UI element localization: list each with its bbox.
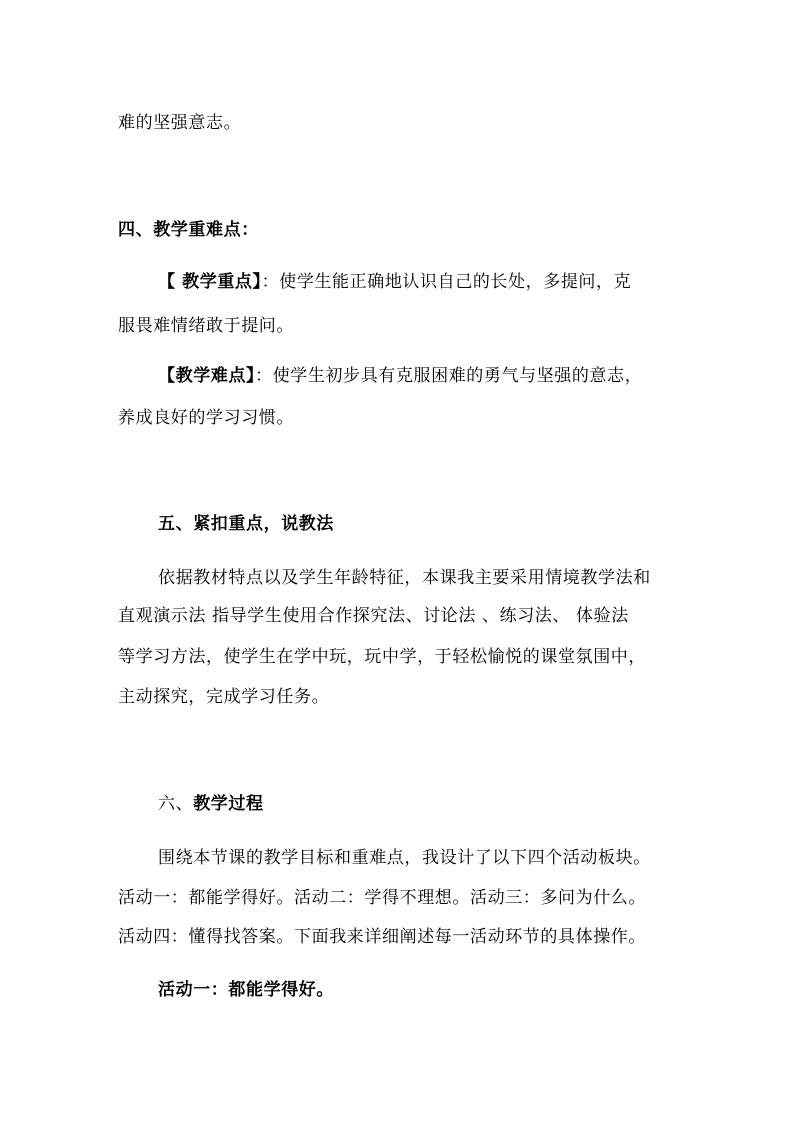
section6-para-line2: 活动一：都能学得好。活动二：学得不理想。活动三：多问为什么。 (118, 888, 646, 908)
section5-para-line4: 主动探究，完成学习任务。 (118, 687, 330, 707)
key-point-line1 (158, 270, 684, 294)
difficult-point-text-1: ：使学生初步具有克服困难的勇气与坚强的意志， (255, 366, 643, 386)
key-point-line2: 服畏难情绪敢于提问。 (118, 316, 294, 336)
section6-para-line3: 活动四：懂得找答案。下面我来详细阐述每一活动环节的具体操作。 (118, 927, 646, 947)
key-point-label: 【 教学重点】 (158, 272, 262, 292)
section5-para-line2: 直观演示法 指导学生使用合作探究法、讨论法 、练习法、 体验法 (118, 606, 629, 626)
activity1-heading: 活动一：都能学得好。 (158, 980, 334, 1000)
section6-heading-title: 教学过程 (193, 794, 264, 814)
section5-para-line3: 等学习方法，使学生在学中玩，玩中学，于轻松愉悦的课堂氛围中， (118, 647, 646, 667)
section4-heading: 四、教学重难点： (118, 220, 259, 240)
section5-heading: 五、紧扣重点，说教法 (158, 514, 334, 534)
difficult-point-line1 (158, 364, 684, 388)
section5-para-line1: 依据教材特点以及学生年龄特征，本课我主要采用情境教学法和 (158, 568, 651, 588)
difficult-point-line2: 养成良好的学习习惯。 (118, 408, 294, 428)
section6-heading-number: 六、 (158, 794, 194, 814)
top-fragment-line: 难的坚强意志。 (118, 113, 242, 133)
section6-heading (158, 792, 724, 816)
section6-para-line1: 围绕本节课的教学目标和重难点，我设计了以下四个活动板块。 (158, 848, 651, 868)
difficult-point-label: 【教学难点】 (158, 366, 256, 386)
key-point-text-1: ：使学生能正确地认识自己的长处，多提问，克 (261, 272, 632, 292)
